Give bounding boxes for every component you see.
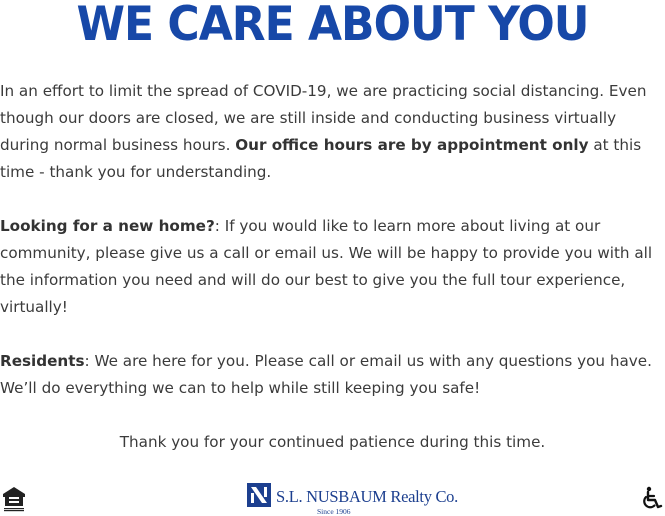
logo-mark-icon <box>247 483 271 507</box>
message-body <box>0 78 665 456</box>
new-home-paragraph <box>0 213 665 321</box>
wheelchair-accessibility-icon <box>640 486 664 512</box>
new-home-text: : If you would like to learn more about living at our community, please give us a call or email us. We will be happy to provide you with all the information you need and will do our best to give you the full tour experience, virtually! <box>0 217 653 316</box>
office-hours-notice: Our office hours are by appointment only <box>235 136 589 154</box>
residents-text: : We are here for you. Please call or email us with any questions you have. We’ll do everything we can to help while still keeping you safe! <box>0 352 652 397</box>
intro-text-start: In an effort to limit the spread of COVID-19, we are practicing social distancing. Even though our doors are closed, we are still inside and conducting business virtually during normal business hours. <box>0 82 647 154</box>
residents-heading: Residents <box>0 352 85 370</box>
residents-paragraph <box>0 348 665 402</box>
company-logo <box>247 483 458 516</box>
logo-since-year: Since 1906 <box>317 507 351 516</box>
equal-housing-opportunity-icon <box>2 486 26 512</box>
new-home-heading: Looking for a new home? <box>0 217 215 235</box>
intro-paragraph <box>0 78 665 186</box>
page-headline: WE CARE ABOUT YOU <box>76 0 589 52</box>
footer <box>0 478 665 516</box>
intro-text-end: at this time - thank you for understanding. <box>0 136 642 181</box>
logo-company-name: S.L. NUSBAUM Realty Co. <box>276 487 458 506</box>
thank-you-line: Thank you for your continued patience during this time. <box>119 433 546 451</box>
